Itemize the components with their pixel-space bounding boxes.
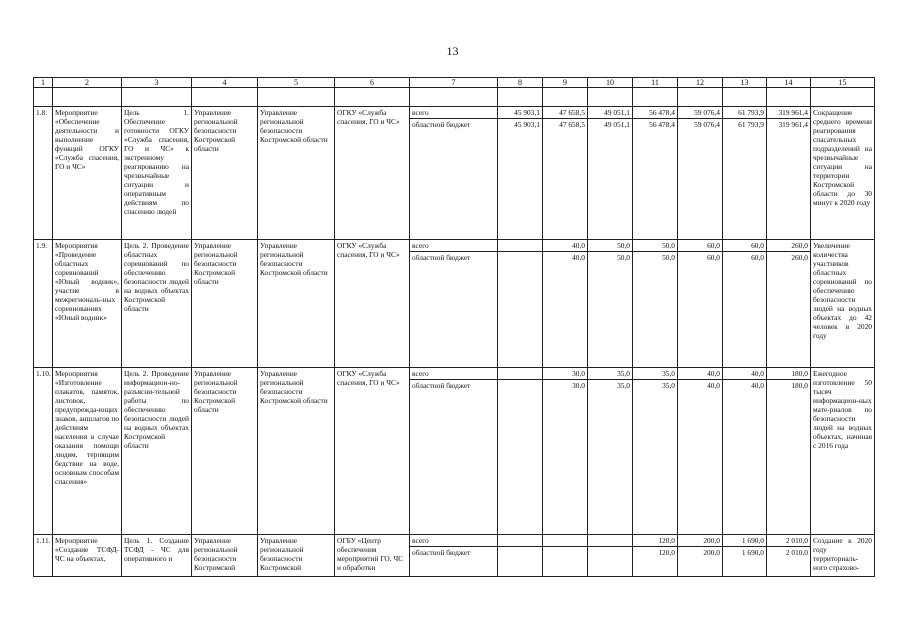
header-cell: 6 xyxy=(335,78,410,88)
table-row xyxy=(34,535,875,547)
participant-cell: ОГКУ «Служба спасения, ГО и ЧС» xyxy=(335,368,410,535)
value-cell: 1 690,0 xyxy=(723,535,767,547)
value-cell: 61 793,9 xyxy=(723,119,767,240)
value-cell: 200,0 xyxy=(678,535,723,547)
header-cell: 14 xyxy=(767,78,811,88)
value-cell: 180,0 xyxy=(767,368,811,380)
goal-cell: Цель 2. Проведение информацион-но-разъясни-тельной работы по обеспечению безопасности людей на водных объектах Костромской области xyxy=(122,368,192,535)
header-cell: 3 xyxy=(122,78,192,88)
value-cell: 40,0 xyxy=(678,368,723,380)
responsible-cell: Управление региональной безопасности Костромской области xyxy=(192,368,258,535)
value-cell xyxy=(498,368,543,380)
value-cell: 40,0 xyxy=(723,368,767,380)
value-cell: 2 010,0 xyxy=(767,535,811,547)
header-cell: 10 xyxy=(588,78,633,88)
source-cell: всего xyxy=(410,107,498,119)
header-cell: 4 xyxy=(192,78,258,88)
row-id: 1.11. xyxy=(34,535,53,577)
value-cell: 60,0 xyxy=(678,240,723,252)
row-id: 1.10. xyxy=(34,368,53,535)
header-cell: 13 xyxy=(723,78,767,88)
source-cell: всего xyxy=(410,368,498,380)
value-cell: 61 793,9 xyxy=(723,107,767,119)
table-row xyxy=(34,240,875,252)
value-cell: 40,0 xyxy=(723,380,767,535)
measure-cell: Мероприятия «Проведение областных соревнований «Юный водник», участие в межрегиональ-ных соревнованиях «Юный водник» xyxy=(53,240,122,368)
measure-cell: Мероприятие «Обеспечение деятельности и выполнение функций ОГКУ «Служба спасения, ГО и ЧС» xyxy=(53,107,122,240)
value-cell: 40,0 xyxy=(543,240,588,252)
value-cell: 2 010,0 xyxy=(767,547,811,577)
header-cell: 15 xyxy=(811,78,875,88)
table-row xyxy=(34,107,875,119)
responsible-cell: Управление региональной безопасности Костромской области xyxy=(192,240,258,368)
value-cell: 47 658,5 xyxy=(543,107,588,119)
measure-cell: Мероприятие «Создание ТСФД-ЧС на объектах, xyxy=(53,535,122,577)
value-cell xyxy=(498,380,543,535)
value-cell: 49 051,1 xyxy=(588,107,633,119)
value-cell xyxy=(498,240,543,252)
value-cell: 200,0 xyxy=(678,547,723,577)
measure-cell: Мероприятия «Изготовление плакатов, памяток, листовок, предупрежда-ющих знаков, аншлагов по действиям населения в случае оказания помощи людям, терпящим бедствие на воде, основным способам спасения» xyxy=(53,368,122,535)
value-cell: 45 903,1 xyxy=(498,119,543,240)
header-cell: 8 xyxy=(498,78,543,88)
value-cell: 30,0 xyxy=(543,380,588,535)
header-cell: 11 xyxy=(633,78,678,88)
value-cell xyxy=(588,547,633,577)
value-cell: 260,0 xyxy=(767,240,811,252)
result-cell: Ежегодное изготовление 50 тысяч информацион-ных мате-риалов по безопасности людей на водных объектах, начиная с 2016 года xyxy=(811,368,875,535)
coexecutor-cell: Управление региональной безопасности Костромской области xyxy=(258,107,335,240)
header-cell: 7 xyxy=(410,78,498,88)
value-cell: 59 076,4 xyxy=(678,119,723,240)
value-cell: 35,0 xyxy=(633,368,678,380)
value-cell: 50,0 xyxy=(633,252,678,368)
coexecutor-cell: Управление региональной безопасности Костромской области xyxy=(258,240,335,368)
value-cell: 260,0 xyxy=(767,252,811,368)
responsible-cell: Управление региональной безопасности Костромской области xyxy=(192,107,258,240)
header-cell: 2 xyxy=(53,78,122,88)
value-cell: 50,0 xyxy=(633,240,678,252)
value-cell: 35,0 xyxy=(588,380,633,535)
value-cell: 60,0 xyxy=(723,240,767,252)
value-cell: 120,0 xyxy=(633,547,678,577)
participant-cell: ОГКУ «Служба спасения, ГО и ЧС» xyxy=(335,240,410,368)
value-cell: 319 961,4 xyxy=(767,107,811,119)
value-cell: 35,0 xyxy=(588,368,633,380)
page-number: 13 xyxy=(446,44,459,58)
source-cell: областной бюджет xyxy=(410,380,498,535)
result-cell: Создание к 2020 году территориаль-ного страхово- xyxy=(811,535,875,577)
value-cell xyxy=(498,252,543,368)
program-table xyxy=(33,77,875,577)
value-cell xyxy=(588,535,633,547)
value-cell: 50,0 xyxy=(588,252,633,368)
source-cell: областной бюджет xyxy=(410,252,498,368)
source-cell: всего xyxy=(410,240,498,252)
value-cell: 59 076,4 xyxy=(678,107,723,119)
coexecutor-cell: Управление региональной безопасности Костромской xyxy=(258,535,335,577)
header-cell: 1 xyxy=(34,78,53,88)
value-cell xyxy=(543,547,588,577)
source-cell: областной бюджет xyxy=(410,547,498,577)
value-cell: 30,0 xyxy=(543,368,588,380)
value-cell: 56 478,4 xyxy=(633,119,678,240)
value-cell: 49 051,1 xyxy=(588,119,633,240)
value-cell: 319 961,4 xyxy=(767,119,811,240)
value-cell: 35,0 xyxy=(633,380,678,535)
header-cell: 9 xyxy=(543,78,588,88)
goal-cell: Цель 2. Проведение областных соревнований по обеспечению безопасности людей на водных объектах Костромской области xyxy=(122,240,192,368)
value-cell: 45 903,1 xyxy=(498,107,543,119)
value-cell: 47 658,5 xyxy=(543,119,588,240)
source-cell: областной бюджет xyxy=(410,119,498,240)
row-id: 1.8. xyxy=(34,107,53,240)
table-row xyxy=(34,368,875,380)
source-cell: всего xyxy=(410,535,498,547)
value-cell: 40,0 xyxy=(543,252,588,368)
value-cell: 60,0 xyxy=(723,252,767,368)
goal-cell: Цель 1. Создание ТСФД - ЧС для оперативного и xyxy=(122,535,192,577)
responsible-cell: Управление региональной безопасности Костромской xyxy=(192,535,258,577)
goal-cell: Цель 1. Обеспечение готовности ОГКУ «Служба спасения, ГО и ЧС» к экстренному реагированию на чрезвычайные ситуации и оперативным действиям по спасению людей xyxy=(122,107,192,240)
value-cell xyxy=(543,535,588,547)
participant-cell: ОГКУ «Служба спасения, ГО и ЧС» xyxy=(335,107,410,240)
value-cell: 120,0 xyxy=(633,535,678,547)
header-cell: 12 xyxy=(678,78,723,88)
value-cell: 1 690,0 xyxy=(723,547,767,577)
header-cell: 5 xyxy=(258,78,335,88)
empty-row xyxy=(34,88,875,107)
result-cell: Увеличение количества участников областных соревнований по обеспечению безопасности людей на водных объектах до 42 человек в 2020 году xyxy=(811,240,875,368)
value-cell: 56 478,4 xyxy=(633,107,678,119)
value-cell xyxy=(498,535,543,547)
value-cell xyxy=(498,547,543,577)
value-cell: 180,0 xyxy=(767,380,811,535)
participant-cell: ОГБУ «Центр обеспечения мероприятий ГО, ЧС и обработки xyxy=(335,535,410,577)
value-cell: 60,0 xyxy=(678,252,723,368)
value-cell: 40,0 xyxy=(678,380,723,535)
header-row xyxy=(34,78,875,88)
coexecutor-cell: Управление региональной безопасности Костромской области xyxy=(258,368,335,535)
value-cell: 50,0 xyxy=(588,240,633,252)
result-cell: Сокращение среднего времени реагирования спасательных подразделений на чрезвычайные ситуации на территории Костромской области до 30 минут к 2020 году xyxy=(811,107,875,240)
row-id: 1.9. xyxy=(34,240,53,368)
